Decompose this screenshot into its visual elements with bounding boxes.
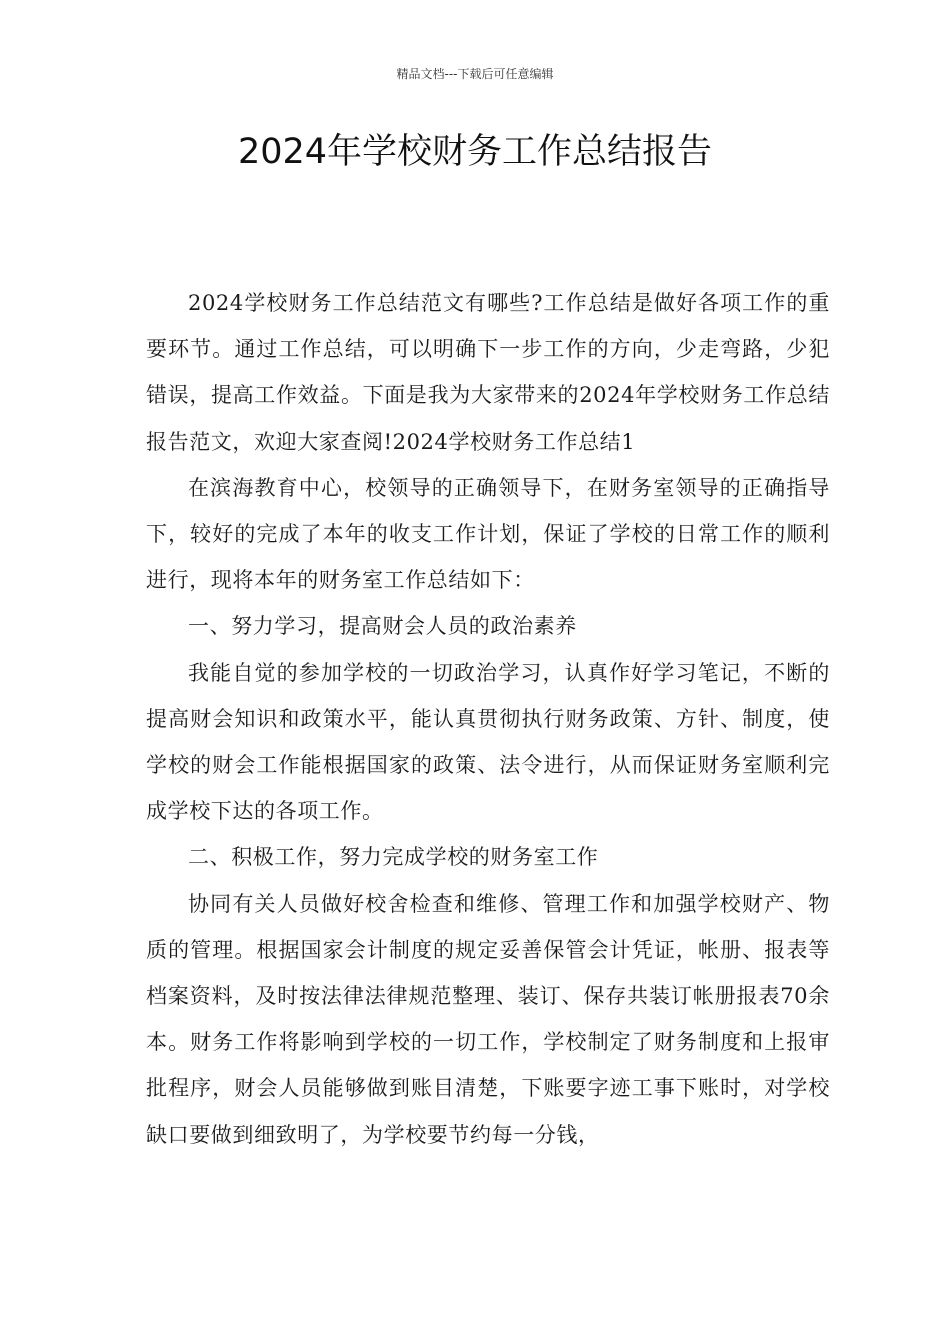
paragraph-section-2: 协同有关人员做好校舍检查和维修、管理工作和加强学校财产、物质的管理。根据国家会计制度的规定妥善保管会计凭证，帐册、报表等档案资料，及时按法律法律规范整理、装订、保存共装订帐册报表70余本。财务工作将影响到学校的一切工作，学校制定了财务制度和上报审批程序，财会人员能够做到账目清楚，下账要字迹工事下账时，对学校缺口要做到细致明了，为学校要节约每一分钱， [146, 891, 830, 1147]
header-note: 精品文档---下载后可任意编辑 [396, 67, 554, 81]
section-heading-2: 二、积极工作，努力完成学校的财务室工作 [188, 845, 599, 870]
document-title: 2024年学校财务工作总结报告 [237, 132, 713, 172]
section-heading-1: 一、努力学习，提高财会人员的政治素养 [188, 614, 577, 639]
paragraph-overview: 在滨海教育中心，校领导的正确领导下，在财务室领导的正确指导下，较好的完成了本年的收支工作计划，保证了学校的日常工作的顺利进行，现将本年的财务室工作总结如下： [146, 475, 830, 593]
paragraph-intro: 2024学校财务工作总结范文有哪些?工作总结是做好各项工作的重要环节。通过工作总结，可以明确下一步工作的方向，少走弯路，少犯错误，提高工作效益。下面是我为大家带来的2024年学校财务工作总结报告范文，欢迎大家查阅!2024学校财务工作总结1 [146, 291, 830, 454]
paragraph-section-1: 我能自觉的参加学校的一切政治学习，认真作好学习笔记，不断的提高财会知识和政策水平，能认真贯彻执行财务政策、方针、制度，使学校的财会工作能根据国家的政策、法令进行，从而保证财务室顺利完成学校下达的各项工作。 [146, 660, 830, 824]
document-body [146, 280, 830, 1158]
